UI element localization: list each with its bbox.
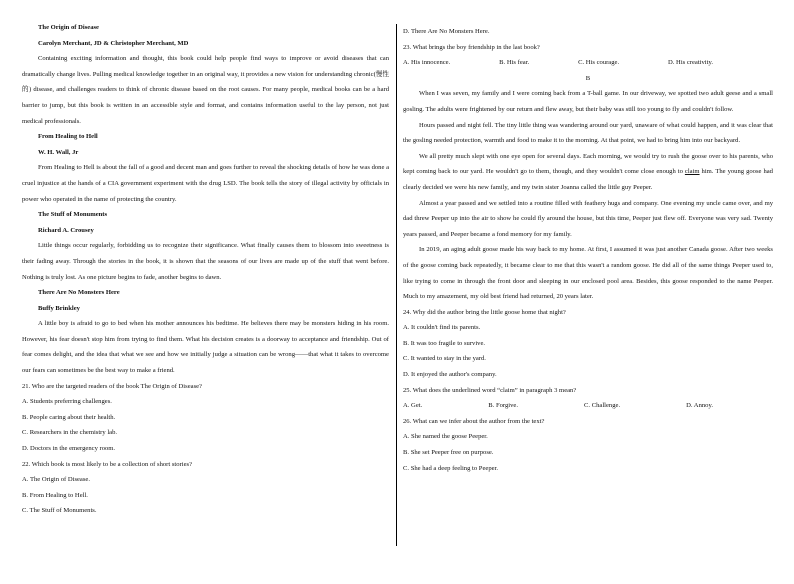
book-description: Little things occur regularly, forbidding us to recognize their significance. What finally causes them to blossom into sweetness is their fading away. Through the stories in the book, it is shown that the seasons of our lives are made up of the stuff that went before. Nothing is truly lost. As one picture begins to fade, another begins to dawn. [22,242,389,281]
answer-option[interactable]: A. His innocence. [403,59,451,67]
answer-option[interactable]: D. It enjoyed the author's company. [403,371,497,379]
answer-option[interactable]: B. Forgive. [488,402,518,410]
book-author: Richard A. Crousey [38,226,94,234]
question-stem: 24. Why did the author bring the little goose home that night? [403,308,566,316]
answer-option[interactable]: D. His creativity. [668,59,713,67]
answer-option[interactable]: B. His fear. [499,59,530,67]
passage-paragraph: When I was seven, my family and I were coming back from a T-ball game. In our driveway, we spotted two adult geese and a small gosling. The adults were frightened by our return and flew away, but their baby was still too young to fly and couldn't follow. [403,90,773,113]
answer-option[interactable]: D. There Are No Monsters Here. [403,28,490,35]
book-description: A little boy is afraid to go to bed when his mother announces his bedtime. He believes there may be monsters hiding in his room. However, his fear doesn't stop him from trying to find them. What his decision creates is a doorway to acceptance and friendship. Out of fear comes delight, and the idea that what we see and how we initially judge a situation can be wrong——that what it takes to overcome our fears can sometimes be the best way to make a friend. [22,320,389,375]
answer-option[interactable]: A. It couldn't find its parents. [403,324,481,332]
passage-paragraph [403,149,773,196]
book-author: Buffy Brinkley [38,304,80,312]
book-description: From Healing to Hell is about the fall of a good and decent man and goes further to reveal the shocking details of how he was done a cruel injustice at the hands of a CIA government experiment with the drug LSD. The book tells the story of illegal activity by officials in power who operated in the name of protecting the country. [22,164,389,203]
answer-option[interactable]: B. People caring about their health. [22,413,116,421]
question-stem: 25. What does the underlined word “claim” in paragraph 3 mean? [403,386,577,394]
question-stem: 23. What brings the boy friendship in the last book? [403,43,540,51]
answer-option[interactable]: A. Students preferring challenges. [22,398,112,406]
book-title: From Healing to Hell [38,133,98,141]
answer-option[interactable]: C. Challenge. [584,402,621,410]
passage-paragraph: Almost a year passed and we settled into a routine filled with feathery hugs and company. One evening my uncle came over, and my dad threw Peeper up into the air to show he could fly around the house, but this time, Peeper just flew off. Everyone was very sad. Twenty years passed, and Peeper became a fond memory for my family. [403,199,773,238]
answer-option[interactable]: B. She set Peeper free on purpose. [403,449,494,457]
book-author: Carolyn Merchant, JD & Christopher Merchant, MD [38,39,189,47]
answer-option[interactable]: A. The Origin of Disease. [22,476,90,484]
answer-option[interactable]: C. She had a deep feeling to Peeper. [403,464,499,472]
passage-text: him. The young goose had clearly decided we were his new family, and my twin sister Joanna called the little guy Peeper. [403,168,773,191]
options-row [403,398,773,414]
section-label: B [585,74,591,82]
question-stem: 26. What can we infer about the author from the text? [403,417,545,425]
book-title: The Stuff of Monuments [38,211,108,219]
answer-option[interactable]: D. Annoy. [686,402,713,410]
passage-text: We all pretty much slept with one eye open for several days. Each morning, we would try to rush the goose over to his parents, who kept coming back to our yard. He wouldn't go to them, though, and they wouldn't come close enough to [403,152,773,176]
question-stem: 21. Who are the targeted readers of the book The Origin of Disease? [22,382,202,390]
answer-option[interactable]: C. Researchers in the chemistry lab. [22,429,118,437]
answer-option[interactable]: A. She named the goose Peeper. [403,433,488,441]
book-description: Containing exciting information and thought, this book could help people find ways to improve or avoid diseases that can dramatically change lives. Pulling medical knowledge together in an original way, it provides a new vision for understanding chronic(慢性的) disease, and challenges readers to think of chronic disease based on the root causes. For many people, medical books can be a hard barrier to jump, but this book is written in an accessible style and format, and contains information useful to the lay person, not just medical professionals. [22,55,389,125]
answer-option[interactable]: B. From Healing to Hell. [22,491,88,499]
book-title: There Are No Monsters Here [38,289,120,297]
column-divider [396,24,397,546]
answer-option[interactable]: A. Get. [403,402,423,410]
options-row [403,55,773,71]
underlined-word: claim [684,168,700,176]
left-column [22,0,389,580]
book-author: W. H. Wall, Jr [38,148,79,156]
answer-option[interactable]: B. It was too fragile to survive. [403,339,486,347]
question-stem: 22. Which book is most likely to be a collection of short stories? [22,460,193,468]
answer-option[interactable]: C. It wanted to stay in the yard. [403,355,486,363]
right-column [403,0,773,584]
passage-paragraph: Hours passed and night fell. The tiny little thing was wandering around our yard, unaware of what could happen, and it was clear that the gosling needed protection, warmth and food to make it to the morning. At that point, we had to bring him into our backyard. [403,121,773,145]
answer-option[interactable]: C. The Stuff of Monuments. [22,507,97,515]
answer-option[interactable]: D. Doctors in the emergency room. [22,445,116,453]
book-title: The Origin of Disease [38,24,99,31]
answer-option[interactable]: C. His courage. [578,59,620,67]
passage-paragraph: In 2019, an aging adult goose made his way back to my home. At first, I assumed it was just another Canada goose. After two weeks of the goose coming back repeatedly, it became clear to me that this wasn't a random goose. He did all of the same things Peeper used to, like trying to come in through the front door and sleeping in our enclosed pool area. Besides, this goose responded to the name Peeper. Much to my amazement, my old best friend had returned, 20 years later. [403,246,773,301]
